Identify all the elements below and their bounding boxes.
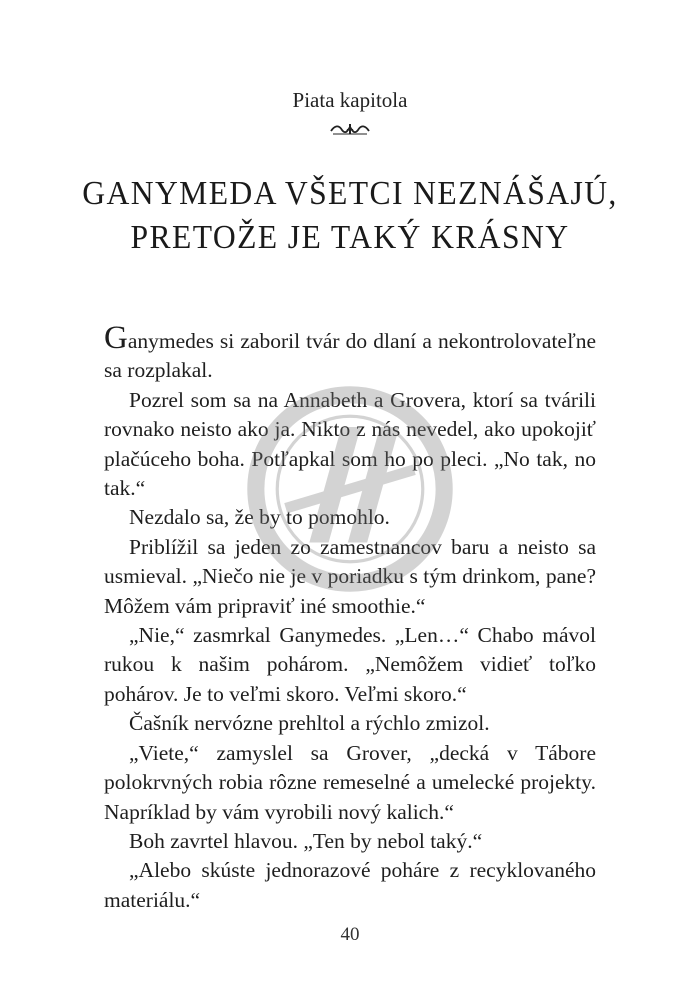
fleuron-ornament-icon <box>329 122 371 136</box>
chapter-label: Piata kapitola <box>292 88 408 112</box>
paragraph: „Nie,“ zasmrkal Ganymedes. „Len…“ Chabo mávol rukou k našim pohárom. „Nemôžem vidieť toľko pohárov. Je to veľmi skoro. Veľmi skoro.“ <box>104 623 596 706</box>
drop-cap: G <box>104 320 128 356</box>
paragraph: Priblížil sa jeden zo zamestnancov baru a neisto sa usmieval. „Niečo nie je v poriadku s tým drinkom, pane? Môžem vám pripraviť iné smoothie.“ <box>104 534 596 618</box>
paragraph: Nezdalo sa, že by to pomohlo. <box>129 505 390 530</box>
paragraph: „Viete,“ zamyslel sa Grover, „decká v Tábore polokrvných robia rôzne remeselné a umelecké projekty. Napríklad by vám vyrobili nový kalich.“ <box>104 740 596 824</box>
paragraph: Boh zavrtel hlavou. „Ten by nebol taký.“ <box>129 828 483 853</box>
paragraph: Čašník nervózne prehltol a rýchlo zmizol. <box>129 711 490 736</box>
paragraph: Pozrel som sa na Annabeth a Grovera, ktorí sa tvárili rovnako neisto ako ja. Nikto z nás nevedel, ako upokojiť plačúceho boha. Potľapkal som ho po pleci. „No tak, no tak.“ <box>104 387 596 501</box>
chapter-body-text <box>104 320 596 915</box>
chapter-title <box>25 172 676 260</box>
page-number: 40 <box>340 924 360 945</box>
paragraph-1-text: anymedes si zaboril tvár do dlaní a nekontrolovateľne sa rozplakal. <box>104 329 596 383</box>
paragraph-1 <box>104 320 596 386</box>
chapter-title-line-1: GANYMEDA VŠETCI NEZNÁŠAJÚ, <box>82 175 618 212</box>
chapter-title-line-2: PRETOŽE JE TAKÝ KRÁSNY <box>130 219 570 256</box>
paragraph: „Alebo skúste jednorazové poháre z recyklovaného materiálu.“ <box>104 858 596 912</box>
